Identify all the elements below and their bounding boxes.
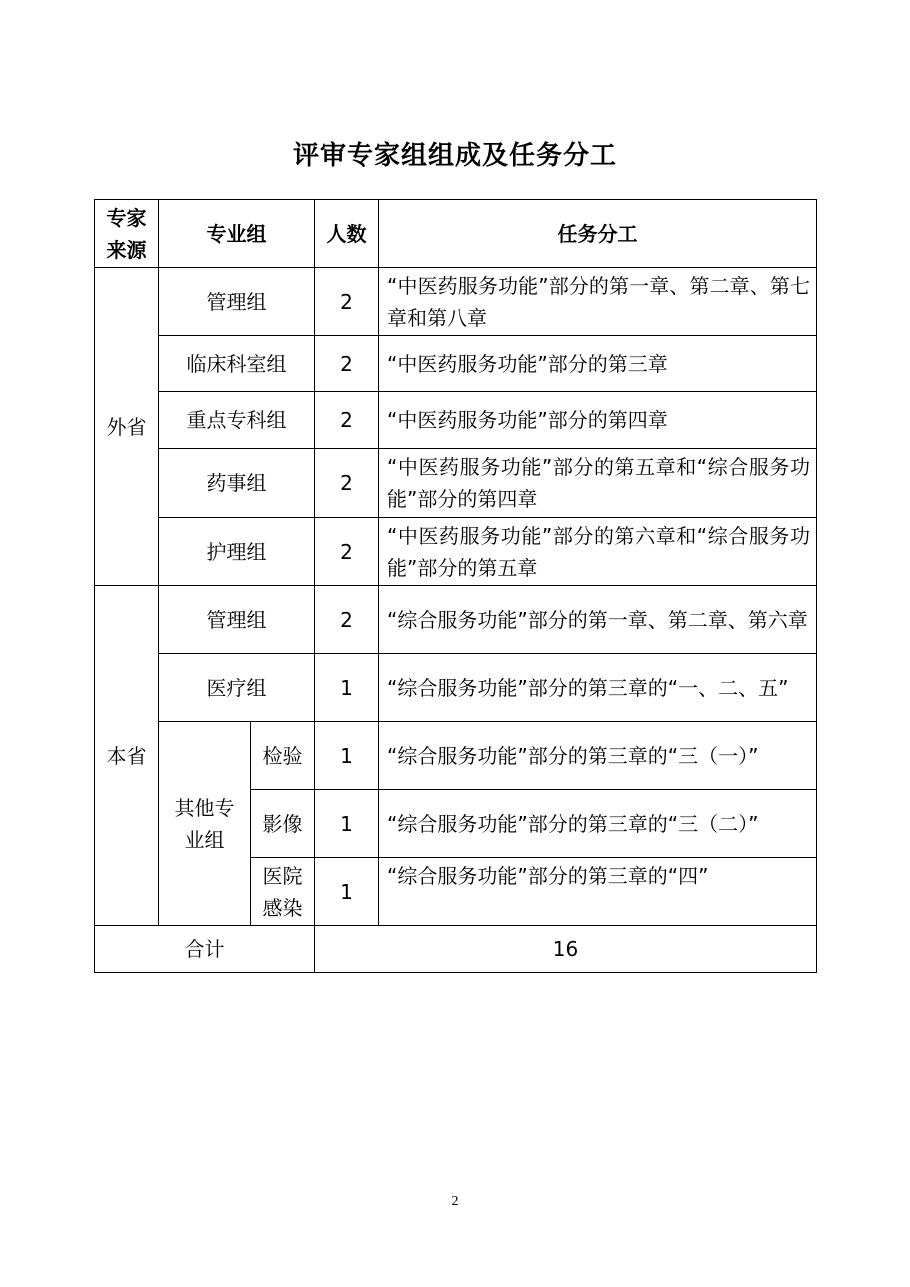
group-cell: 管理组 [159, 268, 315, 336]
source-waisheng: 外省 [95, 268, 159, 586]
page-number: 2 [451, 1194, 459, 1209]
header-row [95, 200, 817, 268]
task-cell: “综合服务功能”部分的第三章的“一、二、五” [379, 654, 817, 722]
count-cell: 2 [315, 392, 379, 449]
header-group: 专业组 [159, 200, 315, 268]
task-cell: “中医药服务功能”部分的第三章 [379, 336, 817, 392]
count-cell: 1 [315, 858, 379, 926]
task-cell: “中医药服务功能”部分的第六章和“综合服务功能”部分的第五章 [379, 518, 817, 586]
subgroup-cell: 影像 [251, 790, 315, 858]
header-task: 任务分工 [379, 200, 817, 268]
total-value: 16 [315, 926, 817, 973]
count-cell: 2 [315, 336, 379, 392]
task-cell: “综合服务功能”部分的第一章、第二章、第六章 [379, 586, 817, 654]
count-cell: 1 [315, 654, 379, 722]
count-cell: 2 [315, 268, 379, 336]
table-row [95, 722, 817, 790]
count-cell: 2 [315, 518, 379, 586]
task-cell: “中医药服务功能”部分的第五章和“综合服务功能”部分的第四章 [379, 449, 817, 518]
task-cell: “综合服务功能”部分的第三章的“三（一）” [379, 722, 817, 790]
header-count: 人数 [315, 200, 379, 268]
count-cell: 1 [315, 790, 379, 858]
table-row [95, 586, 817, 654]
table-row [95, 654, 817, 722]
count-cell: 2 [315, 586, 379, 654]
group-cell: 管理组 [159, 586, 315, 654]
subgroup-cell: 检验 [251, 722, 315, 790]
group-cell: 药事组 [159, 449, 315, 518]
group-cell: 医疗组 [159, 654, 315, 722]
task-cell: “中医药服务功能”部分的第四章 [379, 392, 817, 449]
task-cell: “中医药服务功能”部分的第一章、第二章、第七章和第八章 [379, 268, 817, 336]
table-row [95, 518, 817, 586]
table-row [95, 392, 817, 449]
count-cell: 1 [315, 722, 379, 790]
group-cell: 临床科室组 [159, 336, 315, 392]
page-title: 评审专家组组成及任务分工 [292, 141, 617, 171]
assignment-table [94, 199, 817, 973]
source-bensheng: 本省 [95, 586, 159, 926]
total-row [95, 926, 817, 973]
total-label: 合计 [95, 926, 315, 973]
table-row [95, 268, 817, 336]
group-cell: 重点专科组 [159, 392, 315, 449]
count-cell: 2 [315, 449, 379, 518]
table-row [95, 336, 817, 392]
table-row [95, 449, 817, 518]
header-source: 专家来源 [95, 200, 159, 268]
subgroup-cell: 医院感染 [251, 858, 315, 926]
task-cell: “综合服务功能”部分的第三章的“四” [379, 858, 817, 926]
task-cell: “综合服务功能”部分的第三章的“三（二）” [379, 790, 817, 858]
group-cell-other: 其他专业组 [159, 722, 251, 926]
group-cell: 护理组 [159, 518, 315, 586]
